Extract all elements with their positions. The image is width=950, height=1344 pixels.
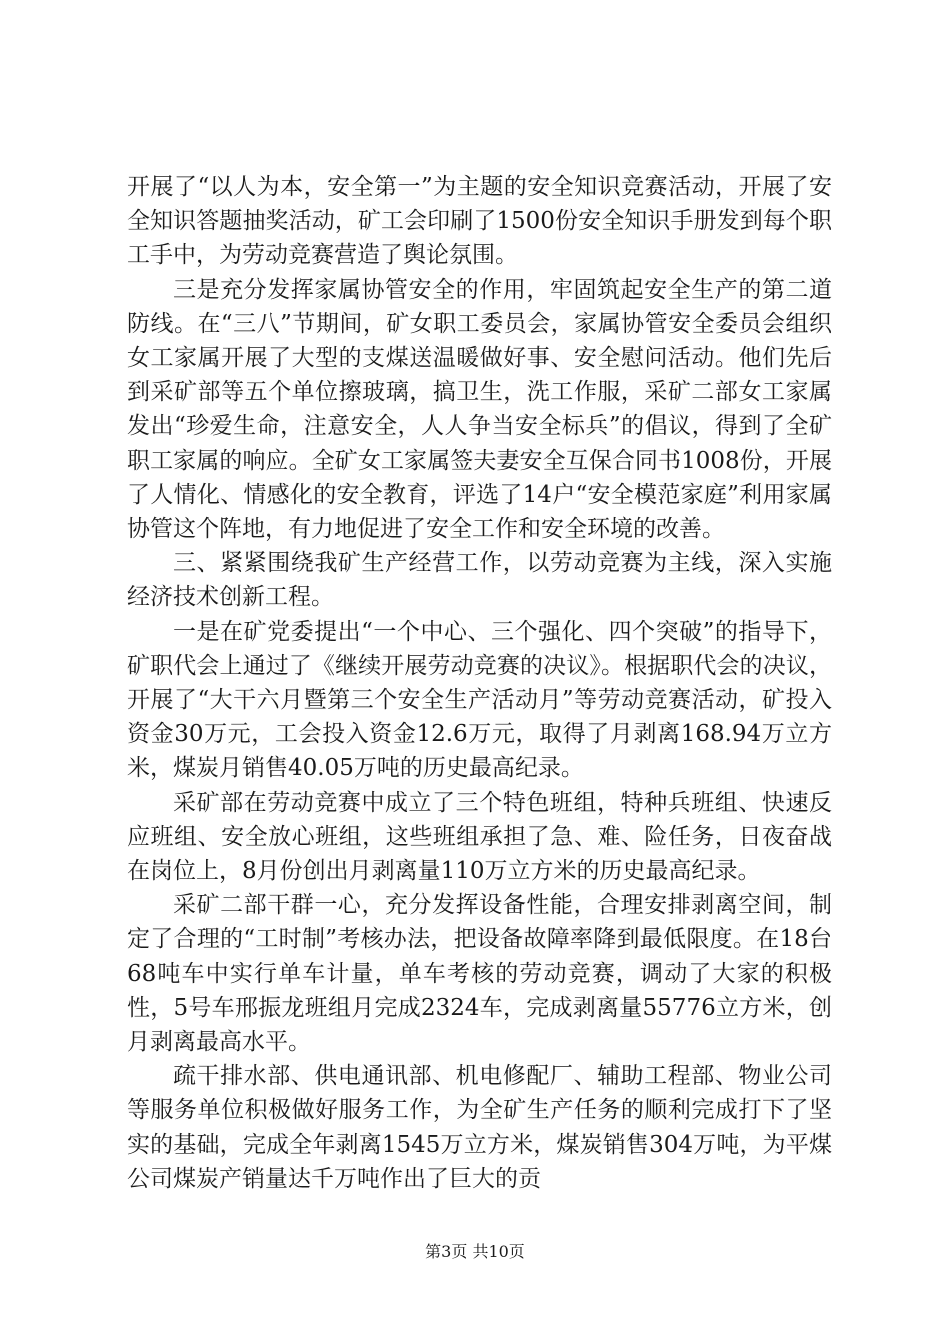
paragraph-1: 开展了“以人为本，安全第一”为主题的安全知识竞赛活动，开展了安全知识答题抽奖活动，矿工会印刷了1500份安全知识手册发到每个职工手中，为劳动竞赛营造了舆论氛围。: [127, 174, 832, 269]
paragraph-5: 采矿部在劳动竞赛中成立了三个特色班组，特种兵班组、快速反应班组、安全放心班组，这些班组承担了急、难、险任务，日夜奋战在岗位上，8月份创出月剥离量110万立方米的历史最高纪录。: [127, 789, 832, 885]
paragraph-6: 采矿二部干群一心，充分发挥设备性能，合理安排剥离空间，制定了合理的“工时制”考核办法，把设备故障率降到最低限度。在18台68吨车中实行单车计量，单车考核的劳动竞赛，调动了大家的积极性，5号车邢振龙班组月完成2324车，完成剥离量55776立方米，创月剥离最高水平。: [127, 892, 832, 1056]
paragraph-2: 三是充分发挥家属协管安全的作用，牢固筑起安全生产的第二道防线。在“三八”节期间，矿女职工委员会，家属协管安全委员会组织女工家属开展了大型的支煤送温暖做好事、安全慰问活动。他们先后到采矿部等五个单位擦玻璃，搞卫生，洗工作服，采矿二部女工家属发出“珍爱生命，注意安全，人人争当安全标兵”的倡议，得到了全矿职工家属的响应。全矿女工家属签夫妻安全互保合同书1008份，开展了人情化、情感化的安全教育，评选了14户“安全模范家庭”利用家属协管这个阵地，有力地促进了安全工作和安全环境的改善。: [127, 276, 832, 543]
paragraph-4: 一是在矿党委提出“一个中心、三个强化、四个突破”的指导下，矿职代会上通过了《继续开展劳动竞赛的决议》。根据职代会的决议，开展了“大干六月暨第三个安全生产活动月”等劳动竞赛活动，矿投入资金30万元，工会投入资金12.6万元，取得了月剥离168.94万立方米，煤炭月销售40.05万吨的历史最高纪录。: [127, 618, 832, 782]
paragraph-7: 疏干排水部、供电通讯部、机电修配厂、辅助工程部、物业公司等服务单位积极做好服务工作，为全矿生产任务的顺利完成打下了坚实的基础，完成全年剥离1545万立方米，煤炭销售304万吨，为平煤公司煤炭产销量达千万吨作出了巨大的贡: [127, 1063, 832, 1192]
page-number-footer: 第3页 共10页: [425, 1242, 525, 1261]
paragraph-3: 三、紧紧围绕我矿生产经营工作，以劳动竞赛为主线，深入实施经济技术创新工程。: [127, 550, 832, 611]
document-body: [127, 170, 832, 1196]
